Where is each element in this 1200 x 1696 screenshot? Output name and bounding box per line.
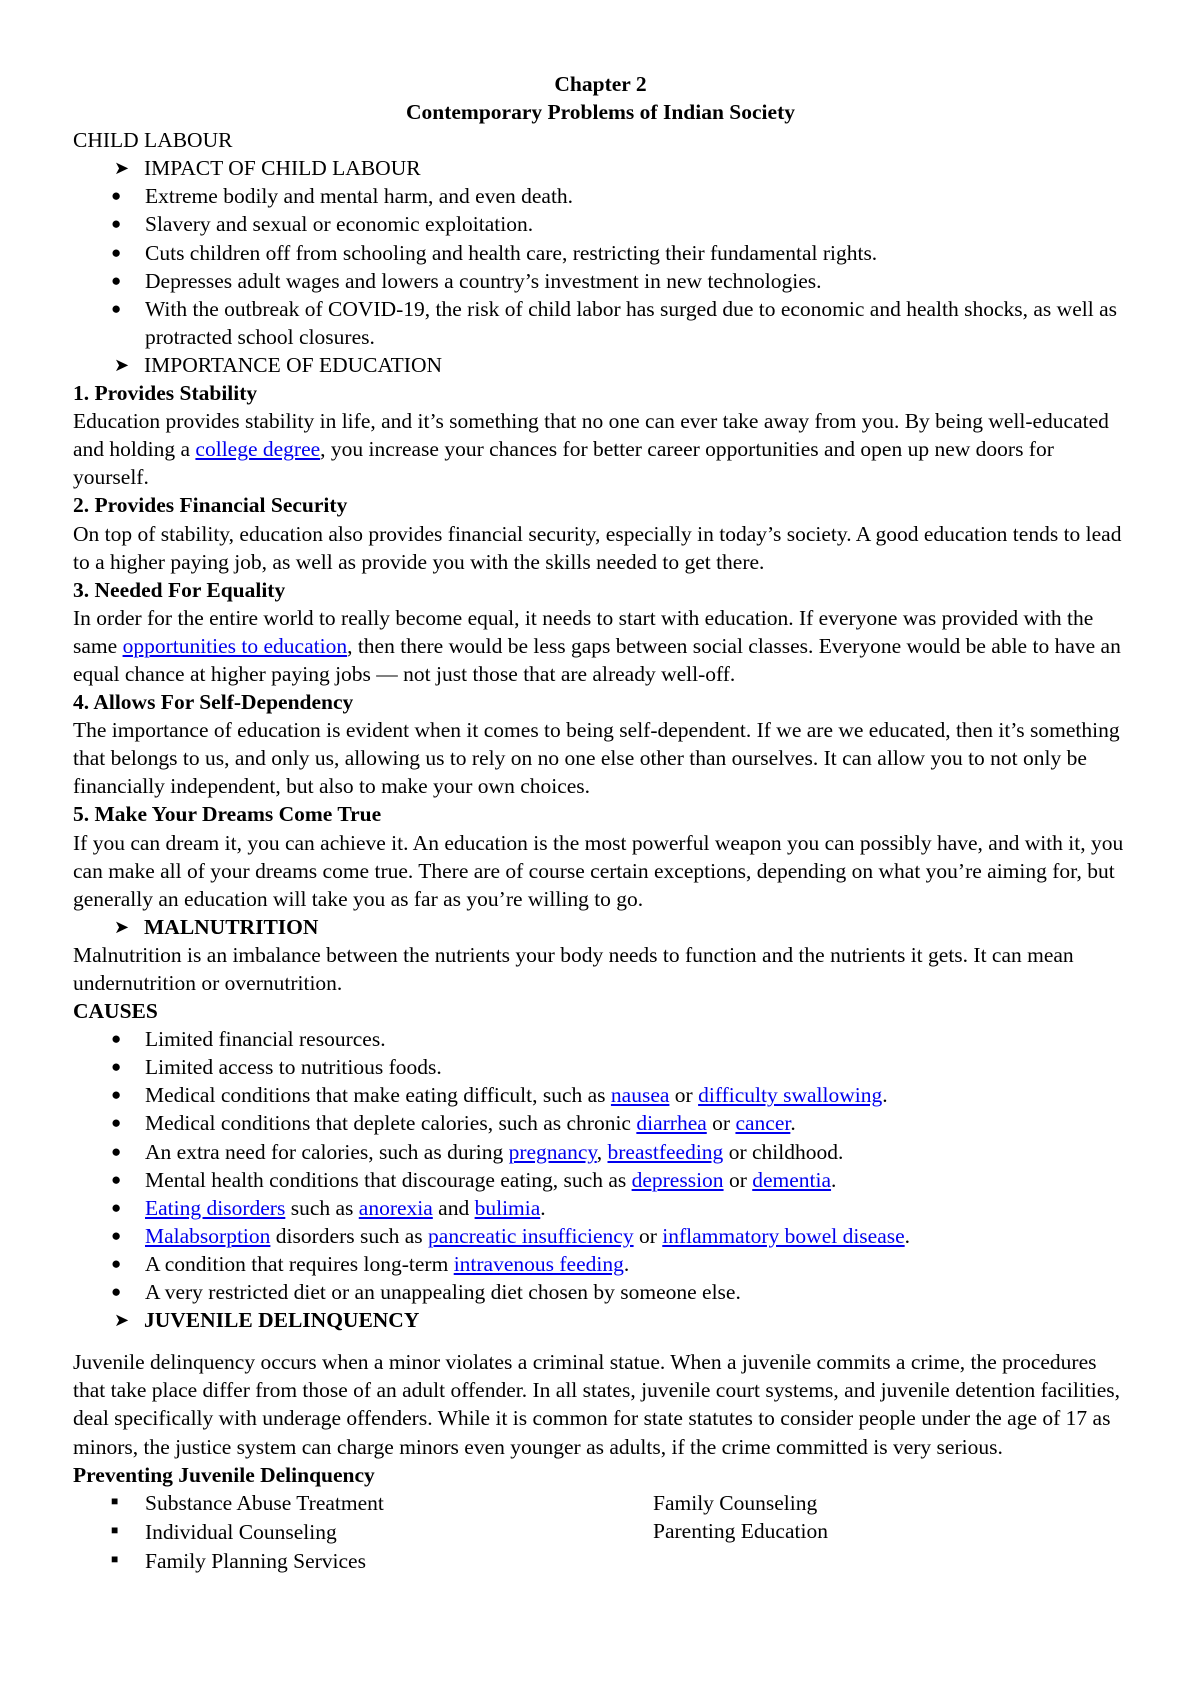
bullet-icon: ●: [111, 298, 122, 318]
college-degree-link[interactable]: college degree: [195, 437, 321, 462]
bullet-icon: ●: [111, 186, 122, 206]
list-item: ● Mental health conditions that discourage eating, such as depression or dementia.: [73, 1166, 1128, 1194]
square-bullet-icon: ■: [111, 1522, 119, 1537]
prevention-col-2: [653, 1489, 828, 1576]
bulimia-link[interactable]: bulimia: [474, 1195, 541, 1220]
list-item: ● A condition that requires long-term intravenous feeding.: [73, 1250, 1128, 1278]
list-item: Family Counseling: [653, 1490, 818, 1515]
bullet-icon: ●: [111, 1253, 122, 1273]
breastfeeding-link[interactable]: breastfeeding: [607, 1139, 724, 1164]
list-item: ■ Individual Counseling: [73, 1518, 653, 1547]
bullet-icon: ●: [111, 1113, 122, 1133]
eating-disorders-link[interactable]: Eating disorders: [145, 1195, 286, 1220]
causes-heading: CAUSES: [73, 999, 158, 1024]
dementia-link[interactable]: dementia: [752, 1167, 832, 1192]
bullet-icon: ●: [111, 1085, 122, 1105]
list-item: ● Eating disorders such as anorexia and bulimia.: [73, 1194, 1128, 1222]
depression-link[interactable]: depression: [631, 1167, 724, 1192]
arrow-bullet-icon: ➤: [114, 354, 130, 375]
bullet-icon: ●: [111, 270, 122, 290]
list-item: ■ Substance Abuse Treatment: [73, 1489, 653, 1518]
section-title: 1. Provides Stability: [73, 381, 258, 406]
list-item: ● Extreme bodily and mental harm, and even death.: [73, 182, 1128, 210]
paragraph: Education provides stability in life, and it’s something that no one can ever take away from you. By being well-educated and holding a college degree, you increase your chances for better career opportunities and open up new doors for yourself.: [73, 409, 1109, 490]
paragraph: The importance of education is evident when it comes to being self-dependent. If we are we educated, then it’s something that belongs to us, and only us, allowing us to rely on no one else other than ourselves. It can allow you to not only be financially independent, but also to make your own choices.: [73, 718, 1120, 799]
chapter-label: Chapter 2: [554, 72, 647, 96]
arrow-bullet-icon: ➤: [114, 158, 130, 179]
paragraph: In order for the entire world to really become equal, it needs to start with education. If everyone was provided with the same opportunities to education, then there would be less gaps between social classes. Everyone would be able to have an equal chance at higher paying jobs — not just those that are already well-off.: [73, 605, 1121, 686]
page-title: Contemporary Problems of Indian Society: [406, 100, 795, 125]
bullet-icon: ●: [111, 1029, 122, 1049]
child-labour-heading: CHILD LABOUR: [73, 128, 233, 153]
section-title: 3. Needed For Equality: [73, 577, 286, 602]
bullet-icon: ●: [111, 1169, 122, 1189]
list-item: ● Depresses adult wages and lowers a country’s investment in new technologies.: [73, 267, 1128, 295]
section-title: 5. Make Your Dreams Come True: [73, 802, 382, 827]
list-item: ■ Family Planning Services: [73, 1547, 653, 1576]
list-item: ● Limited financial resources.: [73, 1025, 1128, 1053]
list-item: ● Medical conditions that deplete calories, such as chronic diarrhea or cancer.: [73, 1109, 1128, 1137]
opportunities-link[interactable]: opportunities to education: [122, 633, 348, 658]
arrow-bullet-icon: ➤: [114, 1310, 130, 1331]
bullet-icon: ●: [111, 1141, 122, 1161]
prevention-list: [73, 1489, 1128, 1576]
impact-heading-text: IMPACT OF CHILD LABOUR: [144, 156, 421, 181]
square-bullet-icon: ■: [111, 1493, 119, 1508]
prevent-heading: Preventing Juvenile Delinquency: [73, 1462, 375, 1487]
bullet-icon: ●: [111, 1225, 122, 1245]
juvenile-heading-text: JUVENILE DELINQUENCY: [144, 1308, 420, 1333]
anorexia-link[interactable]: anorexia: [358, 1195, 433, 1220]
impact-list: [73, 182, 1128, 351]
malnutrition-heading: [73, 913, 1128, 941]
difficulty-swallowing-link[interactable]: difficulty swallowing: [698, 1083, 883, 1108]
pregnancy-link[interactable]: pregnancy: [508, 1139, 597, 1164]
section-title: 2. Provides Financial Security: [73, 493, 348, 518]
education-heading-text: IMPORTANCE OF EDUCATION: [144, 352, 442, 377]
education-heading: [73, 351, 1128, 379]
nausea-link[interactable]: nausea: [610, 1083, 670, 1108]
bullet-icon: ●: [111, 1282, 122, 1302]
malnutrition-heading-text: MALNUTRITION: [144, 914, 319, 939]
prevention-col-1: [73, 1489, 653, 1576]
list-item: ● An extra need for calories, such as during pregnancy, breastfeeding or childhood.: [73, 1138, 1128, 1166]
juvenile-heading: [73, 1306, 1128, 1334]
bullet-icon: ●: [111, 1057, 122, 1077]
impact-heading: [73, 154, 1128, 182]
bullet-icon: ●: [111, 242, 122, 262]
list-item: ● Malabsorption disorders such as pancreatic insufficiency or inflammatory bowel disease.: [73, 1222, 1128, 1250]
list-item: ● Slavery and sexual or economic exploitation.: [73, 210, 1128, 238]
paragraph: Malnutrition is an imbalance between the nutrients your body needs to function and the nutrients it gets. It can mean undernutrition or overnutrition.: [73, 942, 1074, 995]
paragraph: Juvenile delinquency occurs when a minor violates a criminal statue. When a juvenile commits a crime, the procedures that take place differ from those of an adult offender. In all states, juvenile court systems, and juvenile detention facilities, deal specifically with underage offenders. While it is common for state statutes to consider people under the age of 17 as minors, the justice system can charge minors even younger as adults, if the crime committed is very serious.: [73, 1350, 1121, 1459]
bullet-icon: ●: [111, 214, 122, 234]
paragraph: On top of stability, education also provides financial security, especially in today’s society. A good education tends to lead to a higher paying job, as well as provide you with the skills needed to get there.: [73, 521, 1122, 574]
list-item: ● Limited access to nutritious foods.: [73, 1053, 1128, 1081]
pancreatic-insufficiency-link[interactable]: pancreatic insufficiency: [428, 1223, 634, 1248]
intravenous-feeding-link[interactable]: intravenous feeding: [453, 1251, 624, 1276]
list-item: ● Cuts children off from schooling and health care, restricting their fundamental rights.: [73, 239, 1128, 267]
list-item: Parenting Education: [653, 1518, 828, 1543]
list-item: ● A very restricted diet or an unappealing diet chosen by someone else.: [73, 1278, 1128, 1306]
paragraph: If you can dream it, you can achieve it. An education is the most powerful weapon you can possibly have, and with it, you can make all of your dreams come true. There are of course certain exceptions, depending on what you’re aiming for, but generally an education will take you as far as you’re willing to go.: [73, 830, 1124, 911]
list-item: ● Medical conditions that make eating difficult, such as nausea or difficulty swallowing.: [73, 1081, 1128, 1109]
cancer-link[interactable]: cancer: [735, 1111, 791, 1136]
ibd-link[interactable]: inflammatory bowel disease: [662, 1223, 905, 1248]
causes-list: [73, 1025, 1128, 1306]
arrow-bullet-icon: ➤: [114, 916, 130, 937]
list-item: ● With the outbreak of COVID-19, the risk of child labor has surged due to economic and health shocks, as well as protracted school closures.: [73, 295, 1128, 351]
diarrhea-link[interactable]: diarrhea: [636, 1111, 707, 1136]
square-bullet-icon: ■: [111, 1551, 119, 1566]
malabsorption-link[interactable]: Malabsorption: [145, 1223, 271, 1248]
section-title: 4. Allows For Self-Dependency: [73, 690, 354, 715]
bullet-icon: ●: [111, 1197, 122, 1217]
